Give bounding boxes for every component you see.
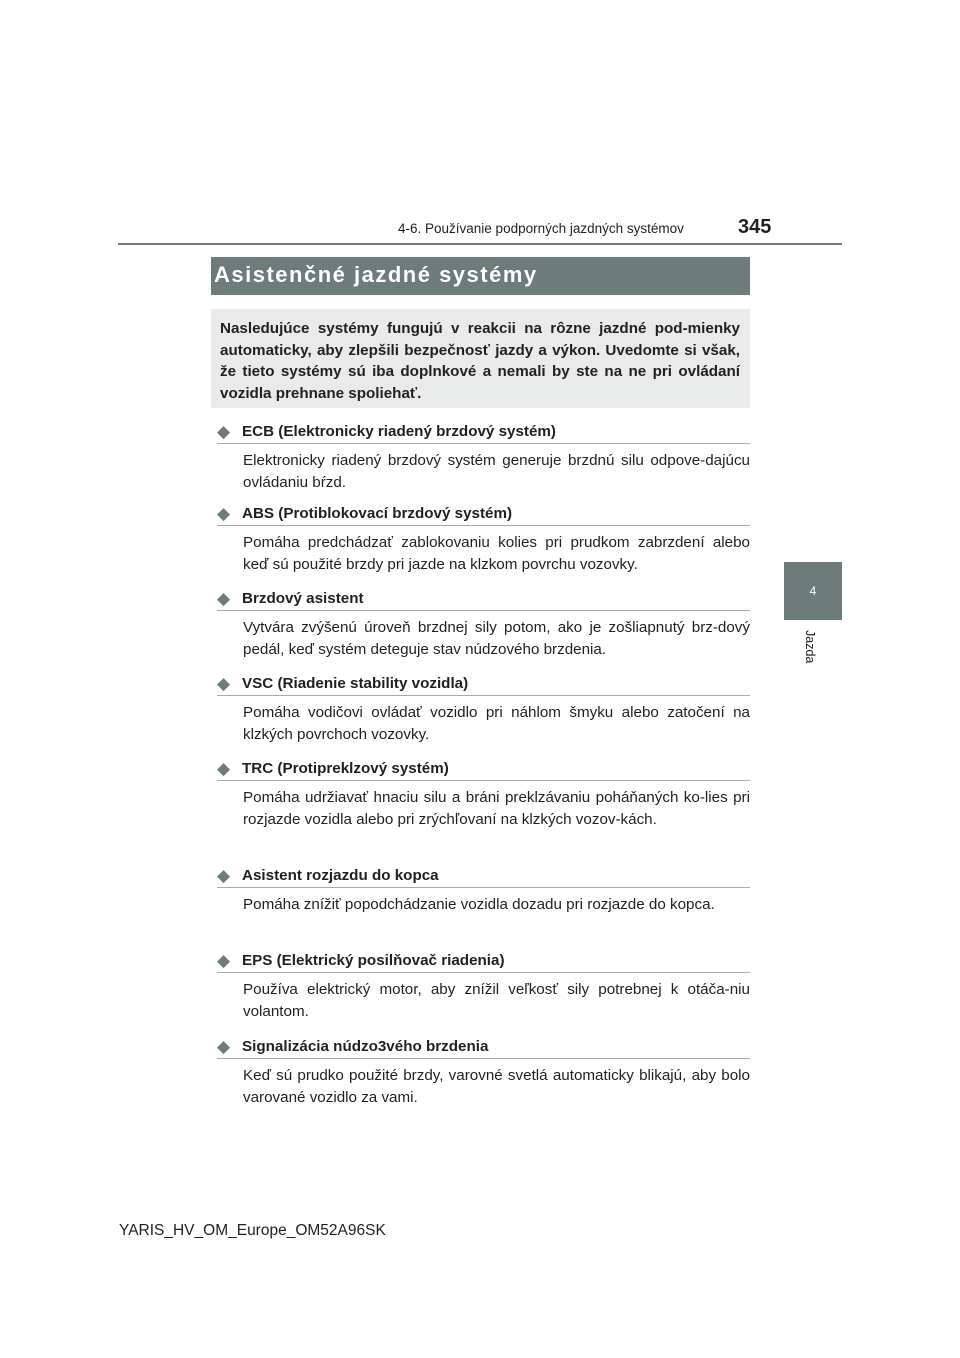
diamond-bullet-icon: ◆ xyxy=(217,1036,231,1056)
feature-heading xyxy=(217,1034,750,1059)
diamond-bullet-icon: ◆ xyxy=(217,503,231,523)
feature-title: Brzdový asistent xyxy=(242,589,364,607)
section-label: 4-6. Používanie podporných jazdných systémov xyxy=(398,221,684,236)
header-divider xyxy=(118,243,842,245)
feature-heading xyxy=(217,586,750,611)
feature-item xyxy=(217,419,750,501)
chapter-tab-label: Jazda xyxy=(803,630,817,664)
feature-title: ECB (Elektronicky riadený brzdový systém) xyxy=(242,422,556,440)
feature-description: Vytvára zvýšenú úroveň brzdnej sily potom, ako je zošliapnutý brz-dový pedál, keď systém deteguje stav núdzového brzdenia. xyxy=(243,619,750,658)
feature-title: Signalizácia núdzo3vého brzdenia xyxy=(242,1037,489,1055)
feature-description: Pomáha udržiavať hnaciu silu a bráni preklzávaniu poháňaných ko-lies pri rozjazde vozidla alebo pri zrýchľovaní na klzkých vozov-kách. xyxy=(243,789,750,828)
chapter-tab xyxy=(784,562,842,620)
feature-title: TRC (Protipreklzový systém) xyxy=(242,759,449,777)
feature-heading xyxy=(217,671,750,696)
feature-heading xyxy=(217,756,750,781)
feature-list xyxy=(217,419,750,1119)
feature-heading xyxy=(217,419,750,444)
feature-title: EPS (Elektrický posilňovač riadenia) xyxy=(242,951,505,969)
feature-description: Pomáha predchádzať zablokovaniu kolies pri prudkom zabrzdení alebo keď sú použité brzdy pri jazde na klzkom povrchu vozovky. xyxy=(243,534,750,573)
feature-item xyxy=(217,671,750,756)
feature-item xyxy=(217,863,750,948)
feature-heading xyxy=(217,501,750,526)
feature-item xyxy=(217,586,750,671)
diamond-bullet-icon: ◆ xyxy=(217,758,231,778)
feature-item xyxy=(217,948,750,1034)
feature-title: ABS (Protiblokovací brzdový systém) xyxy=(242,504,513,522)
chapter-tab-number: 4 xyxy=(809,584,817,598)
feature-heading xyxy=(217,948,750,973)
feature-description: Používa elektrický motor, aby znížil veľkosť sily potrebnej k otáča-niu volantom. xyxy=(243,981,750,1020)
intro-text: Nasledujúce systémy fungujú v reakcii na rôzne jazdné pod-mienky automaticky, aby zlepšili bezpečnosť jazdy a výkon. Uvedomte si však, že tieto systémy sú iba doplnkové a nemali by ste na ne pri ovládaní vozidla prehnane spoliehať. xyxy=(220,320,740,402)
feature-description: Keď sú prudko použité brzdy, varovné svetlá automaticky blikajú, aby bolo varované vozidlo za vami. xyxy=(243,1067,750,1106)
feature-title: Asistent rozjazdu do kopca xyxy=(242,866,439,884)
feature-item xyxy=(217,501,750,586)
feature-item xyxy=(217,1034,750,1119)
feature-heading xyxy=(217,863,750,888)
feature-description: Pomáha vodičovi ovládať vozidlo pri náhlom šmyku alebo zatočení na klzkých povrchoch vozovky. xyxy=(243,704,750,743)
diamond-bullet-icon: ◆ xyxy=(217,673,231,693)
diamond-bullet-icon: ◆ xyxy=(217,421,231,441)
diamond-bullet-icon: ◆ xyxy=(217,588,231,608)
feature-description: Pomáha znížiť popodchádzanie vozidla dozadu pri rozjazde do kopca. xyxy=(243,896,715,913)
feature-title: VSC (Riadenie stability vozidla) xyxy=(242,674,469,692)
feature-description: Elektronicky riadený brzdový systém generuje brzdnú silu odpove-dajúcu ovládaniu bŕzd. xyxy=(243,452,750,491)
section-title-bar xyxy=(211,257,750,295)
feature-item xyxy=(217,756,750,863)
document-id: YARIS_HV_OM_Europe_OM52A96SK xyxy=(119,1222,386,1239)
section-title: Asistenčné jazdné systémy xyxy=(214,262,538,287)
intro-box xyxy=(211,309,750,408)
diamond-bullet-icon: ◆ xyxy=(217,950,231,970)
diamond-bullet-icon: ◆ xyxy=(217,865,231,885)
page-number: 345 xyxy=(738,216,772,238)
